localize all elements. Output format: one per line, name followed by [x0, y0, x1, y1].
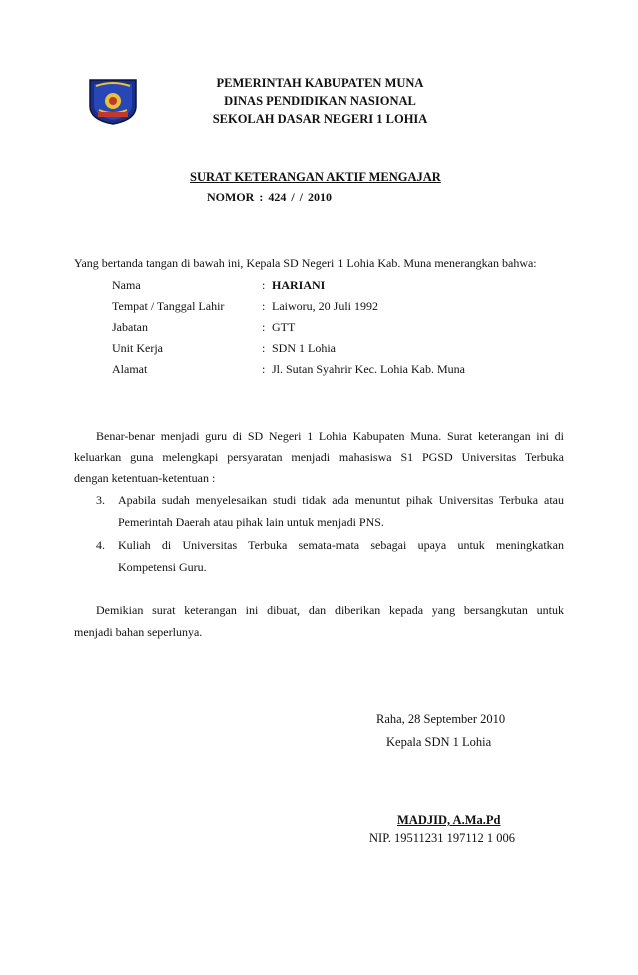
signatory-name: MADJID, A.Ma.Pd — [397, 813, 501, 827]
signatory-nip: NIP. 19511231 197112 1 006 — [369, 831, 515, 845]
field-row-unit-kerja — [112, 341, 532, 359]
field-row-ttl — [112, 299, 532, 317]
closing-line-1: Demikian surat keterangan ini dibuat, dan diberikan kepada yang bersangkutan untuk — [96, 603, 564, 617]
letterhead-school: SEKOLAH DASAR NEGERI 1 LOHIA — [212, 112, 428, 126]
item-number: 3. — [96, 493, 105, 507]
field-colon: : — [262, 341, 266, 355]
regency-emblem-logo — [86, 76, 140, 126]
field-colon: : — [262, 362, 266, 376]
letterhead-department: DINAS PENDIDIKAN NASIONAL — [224, 94, 416, 108]
field-label: Tempat / Tanggal Lahir — [112, 299, 225, 313]
item-number: 4. — [96, 538, 105, 552]
field-colon: : — [262, 278, 266, 292]
letter-title: SURAT KETERANGAN AKTIF MENGAJAR — [190, 170, 441, 184]
letterhead-government: PEMERINTAH KABUPATEN MUNA — [216, 76, 424, 90]
field-label: Nama — [112, 278, 141, 292]
field-value: Jl. Sutan Syahrir Kec. Lohia Kab. Muna — [272, 362, 465, 376]
body-line-3: dengan ketentuan-ketentuan : — [74, 471, 216, 485]
field-value: GTT — [272, 320, 296, 334]
body-line-1: Benar-benar menjadi guru di SD Negeri 1 Lohia Kabupaten Muna. Surat keterangan ini di — [96, 429, 564, 443]
field-value: HARIANI — [272, 278, 326, 292]
signature-position: Kepala SDN 1 Lohia — [386, 735, 492, 749]
body-line-2: keluarkan guna melengkapi persyaratan menjadi mahasiswa S1 PGSD Universitas Terbuka — [74, 450, 564, 464]
field-row-alamat — [112, 362, 532, 380]
signature-place-date: Raha, 28 September 2010 — [376, 712, 506, 726]
field-label: Unit Kerja — [112, 341, 163, 355]
intro-text: Yang bertanda tangan di bawah ini, Kepala SD Negeri 1 Lohia Kab. Muna menerangkan bahwa: — [74, 256, 537, 270]
item-text-line: Kompetensi Guru. — [118, 560, 207, 574]
item-text-line: Kuliah di Universitas Terbuka semata-mata sebagai upaya untuk meningkatkan — [118, 538, 564, 552]
field-colon: : — [262, 320, 266, 334]
letter-number: NOMOR : 424 / / 2010 — [207, 190, 332, 204]
field-value: SDN 1 Lohia — [272, 341, 336, 355]
item-text-line: Apabila sudah menyelesaikan studi tidak ada menuntut pihak Universitas Terbuka atau — [118, 493, 564, 507]
field-label: Jabatan — [112, 320, 148, 334]
letterhead — [170, 74, 470, 128]
closing-line-2: menjadi bahan seperlunya. — [74, 625, 203, 639]
field-label: Alamat — [112, 362, 148, 376]
field-colon: : — [262, 299, 266, 313]
field-row-nama — [112, 278, 532, 296]
field-value: Laiworu, 20 Juli 1992 — [272, 299, 378, 313]
field-row-jabatan — [112, 320, 532, 338]
item-text-line: Pemerintah Daerah atau pihak lain untuk menjadi PNS. — [118, 515, 384, 529]
